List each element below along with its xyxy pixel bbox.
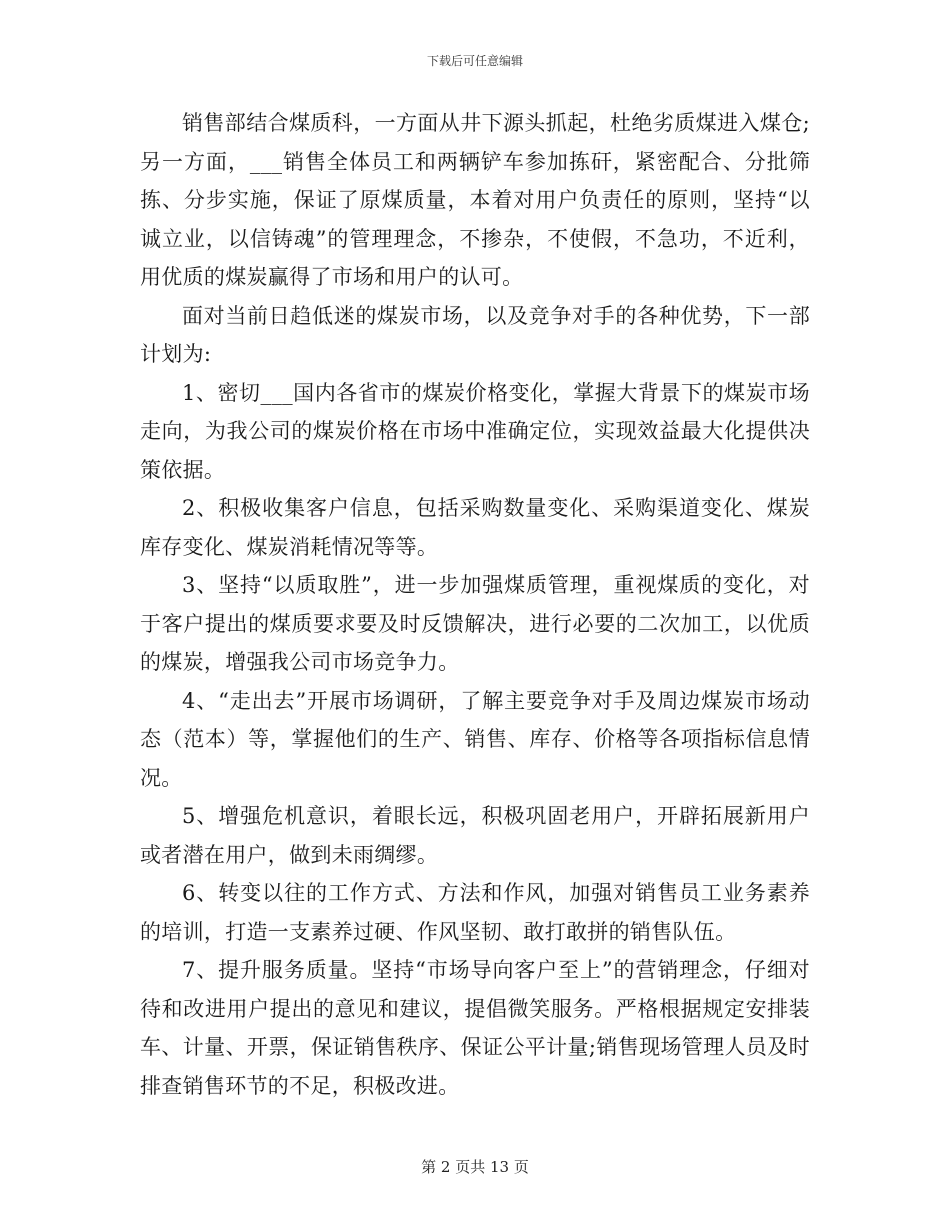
paragraph-plan-intro: 面对当前日趋低迷的煤炭市场，以及竞争对手的各种优势，下一部计划为: xyxy=(140,303,810,366)
paragraph-plan-item-6: 6、转变以往的工作方式、方法和作风，加强对销售员工业务素养的培训，打造一支素养过硬、作风坚韧、敢打敢拼的销售队伍。 xyxy=(140,881,810,944)
paragraph-plan-item-4: 4、“走出去”开展市场调研，了解主要竞争对手及周边煤炭市场动态（范本）等，掌握他们的生产、销售、库存、价格等各项指标信息情况。 xyxy=(140,688,810,790)
page-footer: 第 2 页共 13 页 xyxy=(421,1158,529,1176)
paragraph-plan-item-7: 7、提升服务质量。坚持“市场导向客户至上”的营销理念，仔细对待和改进用户提出的意见和建议，提倡微笑服务。严格根据规定安排装车、计量、开票，保证销售秩序、保证公平计量;销售现场管理人员及时排查销售环节的不足，积极改进。 xyxy=(140,958,810,1098)
paragraph-plan-item-2: 2、积极收集客户信息，包括采购数量变化、采购渠道变化、煤炭库存变化、煤炭消耗情况等等。 xyxy=(140,496,810,559)
page-header: 下载后可任意编辑 xyxy=(426,54,523,68)
paragraph-plan-item-1: 1、密切___国内各省市的煤炭价格变化，掌握大背景下的煤炭市场走向，为我公司的煤炭价格在市场中准确定位，实现效益最大化提供决策依据。 xyxy=(140,380,810,482)
paragraph-plan-item-3: 3、坚持“以质取胜”，进一步加强煤质管理，重视煤质的变化，对于客户提出的煤质要求要及时反馈解决，进行必要的二次加工，以优质的煤炭，增强我公司市场竞争力。 xyxy=(140,573,810,674)
paragraph-coal-quality: 销售部结合煤质科，一方面从井下源头抓起，杜绝劣质煤进入煤仓;另一方面，___销售全体员工和两辆铲车参加拣矸，紧密配合、分批筛拣、分步实施，保证了原煤质量，本着对用户负责任的原则，坚持“以诚立业，以信铸魂”的管理理念，不掺杂，不使假，不急功，不近利，用优质的煤炭赢得了市场和用户的认可。 xyxy=(140,111,810,289)
document-body xyxy=(140,104,810,1105)
paragraph-plan-item-5: 5、增强危机意识，着眼长远，积极巩固老用户，开辟拓展新用户或者潜在用户，做到未雨绸缪。 xyxy=(140,804,810,867)
